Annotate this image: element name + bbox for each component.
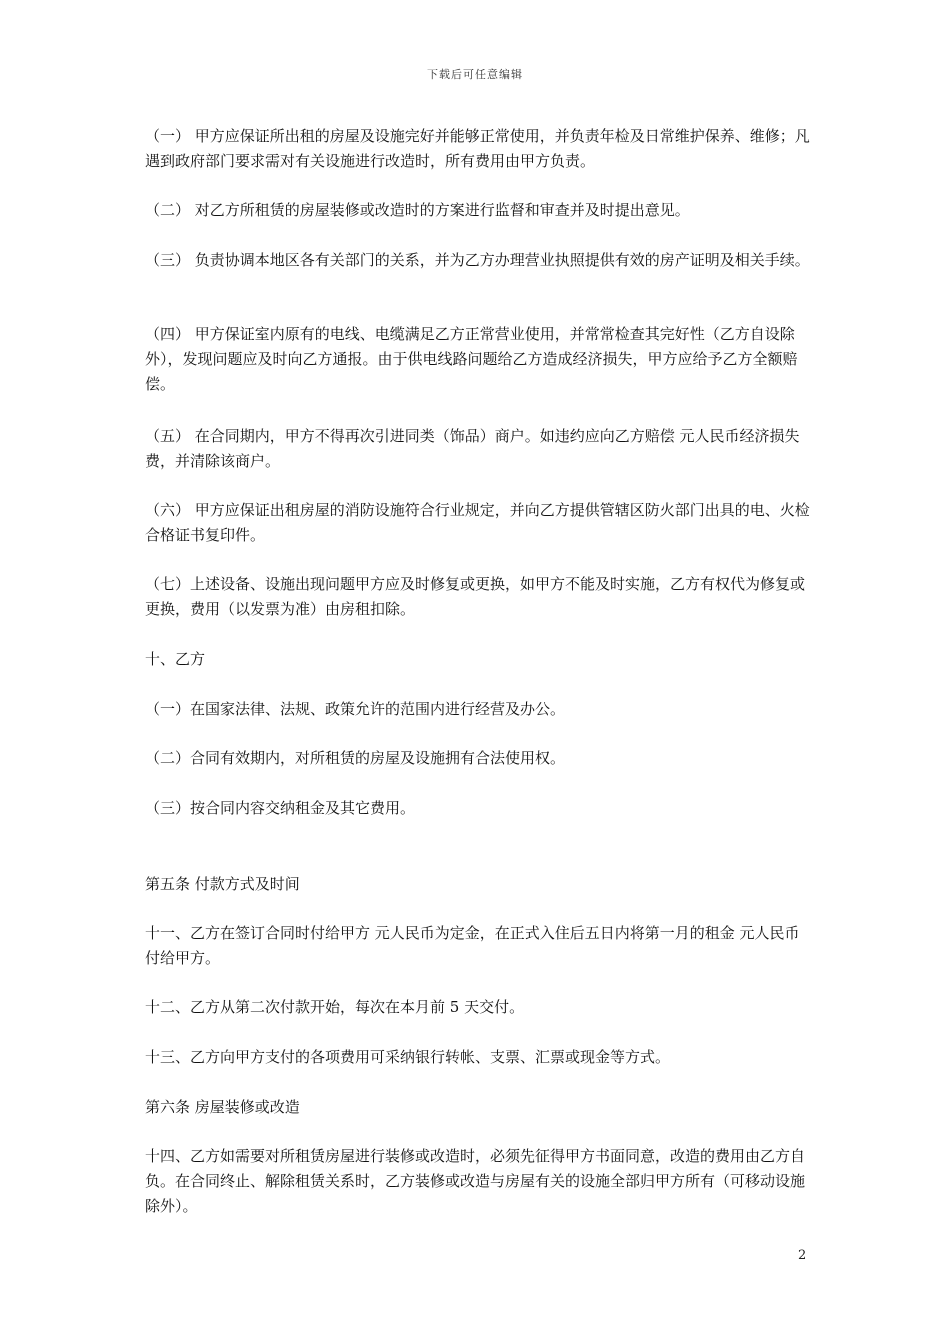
clause-12: 十二、乙方从第二次付款开始，每次在本月前 5 天交付。	[145, 998, 525, 1016]
section-tenant-heading: 十、乙方	[145, 650, 206, 668]
clause-landlord-6: （六） 甲方应保证出租房屋的消防设施符合行业规定，并向乙方提供管辖区防火部门出具的电、火检合格证书复印件。	[145, 501, 810, 544]
clause-tenant-2: （二）合同有效期内，对所租赁的房屋及设施拥有合法使用权。	[145, 749, 566, 767]
clause-13: 十三、乙方向甲方支付的各项费用可采纳银行转帐、支票、汇票或现金等方式。	[145, 1048, 671, 1066]
clause-landlord-3: （三） 负责协调本地区各有关部门的关系，并为乙方办理营业执照提供有效的房产证明及相关手续。	[145, 251, 810, 269]
clause-landlord-7: （七）上述设备、设施出现问题甲方应及时修复或更换，如甲方不能及时实施，乙方有权代为修复或更换，费用（以发票为准）由房租扣除。	[145, 575, 806, 618]
clause-landlord-5: （五） 在合同期内，甲方不得再次引进同类（饰品）商户。如违约应向乙方赔偿 元人民币经济损失费，并清除该商户。	[145, 427, 800, 470]
clause-tenant-1: （一）在国家法律、法规、政策允许的范围内进行经营及办公。	[145, 700, 566, 718]
clause-14: 十四、乙方如需要对所租赁房屋进行装修或改造时，必须先征得甲方书面同意，改造的费用由乙方自负。在合同终止、解除租赁关系时，乙方装修或改造与房屋有关的设施全部归甲方所有（可移动设施除外）。	[145, 1147, 806, 1215]
page-number: 2	[798, 1248, 807, 1263]
clause-landlord-2: （二） 对乙方所租赁的房屋装修或改造时的方案进行监督和审查并及时提出意见。	[145, 201, 690, 219]
article-6-heading: 第六条 房屋装修或改造	[145, 1098, 300, 1116]
clause-tenant-3: （三）按合同内容交纳租金及其它费用。	[145, 799, 416, 817]
article-5-heading: 第五条 付款方式及时间	[145, 875, 300, 893]
clause-landlord-4: （四） 甲方保证室内原有的电线、电缆满足乙方正常营业使用，并常常检查其完好性（乙方自设除外），发现问题应及时向乙方通报。由于供电线路问题给乙方造成经济损失，甲方应给予乙方全额赔偿。	[145, 325, 798, 393]
clause-11: 十一、乙方在签订合同时付给甲方 元人民币为定金，在正式入住后五日内将第一月的租金 元人民币付给甲方。	[145, 924, 800, 967]
page-header: 下载后可任意编辑	[427, 68, 523, 81]
clause-landlord-1: （一） 甲方应保证所出租的房屋及设施完好并能够正常使用，并负责年检及日常维护保养、维修；凡遇到政府部门要求需对有关设施进行改造时，所有费用由甲方负责。	[145, 127, 810, 170]
